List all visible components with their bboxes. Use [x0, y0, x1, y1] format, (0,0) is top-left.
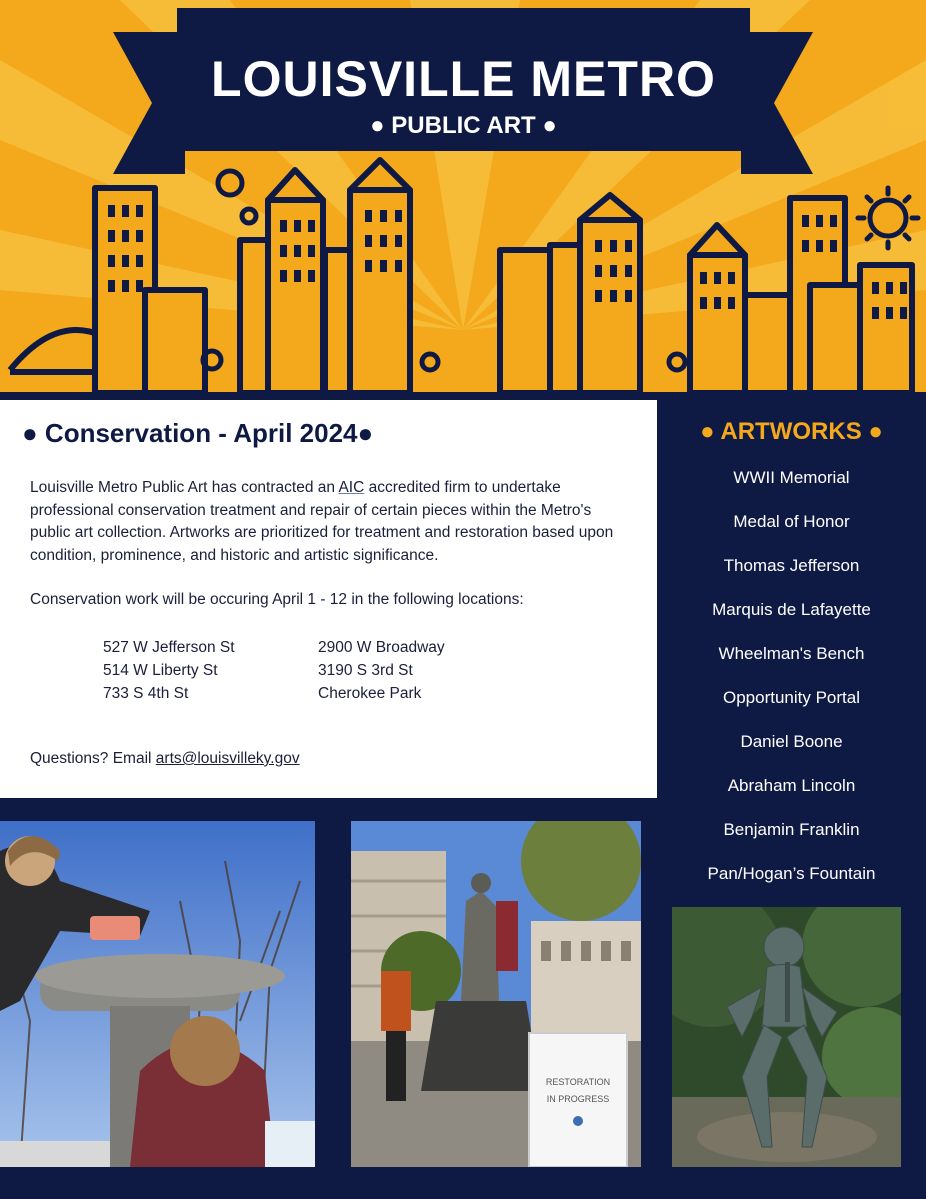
artwork-item: Benjamin Franklin: [723, 820, 860, 839]
photo-pan-statue: [672, 907, 901, 1167]
locations-right-column: [318, 636, 445, 705]
artworks-sidebar: [657, 400, 926, 900]
location-item: 527 W Jefferson St: [103, 639, 235, 656]
intro-text-start: Louisville Metro Public Art has contracted an: [30, 479, 339, 496]
artwork-item: Daniel Boone: [740, 732, 843, 751]
intro-paragraph: [30, 477, 635, 567]
location-item: 3190 S 3rd St: [318, 662, 413, 679]
aic-abbreviation: AIC: [338, 479, 365, 496]
section-title: ● Conservation - April 2024●: [22, 418, 374, 448]
artwork-item: Opportunity Portal: [722, 688, 860, 707]
conservation-card: [0, 400, 657, 798]
page-title: LOUISVILLE METRO: [211, 51, 716, 107]
artwork-item: Pan/Hogan’s Fountain: [707, 864, 876, 883]
artworks-title: ● ARTWORKS ●: [700, 418, 883, 445]
artwork-item: Abraham Lincoln: [727, 776, 856, 795]
artwork-item: Thomas Jefferson: [723, 556, 860, 575]
sign-text-line2: IN PROGRESS: [546, 1094, 610, 1104]
header-banner: [0, 0, 926, 400]
photo-fountain-cleaning: [0, 821, 315, 1167]
artwork-item: WWII Memorial: [733, 468, 850, 487]
location-item: 2900 W Broadway: [318, 639, 445, 656]
title-ribbon: [177, 8, 750, 151]
sign-text-line1: RESTORATION: [545, 1077, 611, 1087]
location-item: 514 W Liberty St: [103, 662, 218, 679]
dates-line: Conservation work will be occuring April 1 - 12 in the following locations:: [30, 591, 524, 608]
artwork-item: Medal of Honor: [733, 512, 850, 531]
photo-statue-restoration: [351, 821, 641, 1167]
email-link[interactable]: arts@louisvilleky.gov: [155, 750, 300, 767]
intro-text-end: accredited firm to undertake professional conservation treatment and repair of certain pieces within the Metro's public art collection. Artworks are prioritized for treatment and restoration based upon condition, prominence, and historic and artistic significance.: [30, 479, 614, 564]
page-subtitle: ● PUBLIC ART ●: [370, 112, 557, 139]
artworks-list: [657, 456, 926, 896]
artwork-item: Wheelman's Bench: [718, 644, 865, 663]
questions-label: Questions? Email: [30, 750, 156, 767]
questions-line: [30, 750, 300, 768]
location-item: Cherokee Park: [318, 685, 422, 702]
locations-left-column: [103, 636, 235, 705]
artwork-item: Marquis de Lafayette: [712, 600, 871, 619]
location-item: 733 S 4th St: [103, 685, 189, 702]
